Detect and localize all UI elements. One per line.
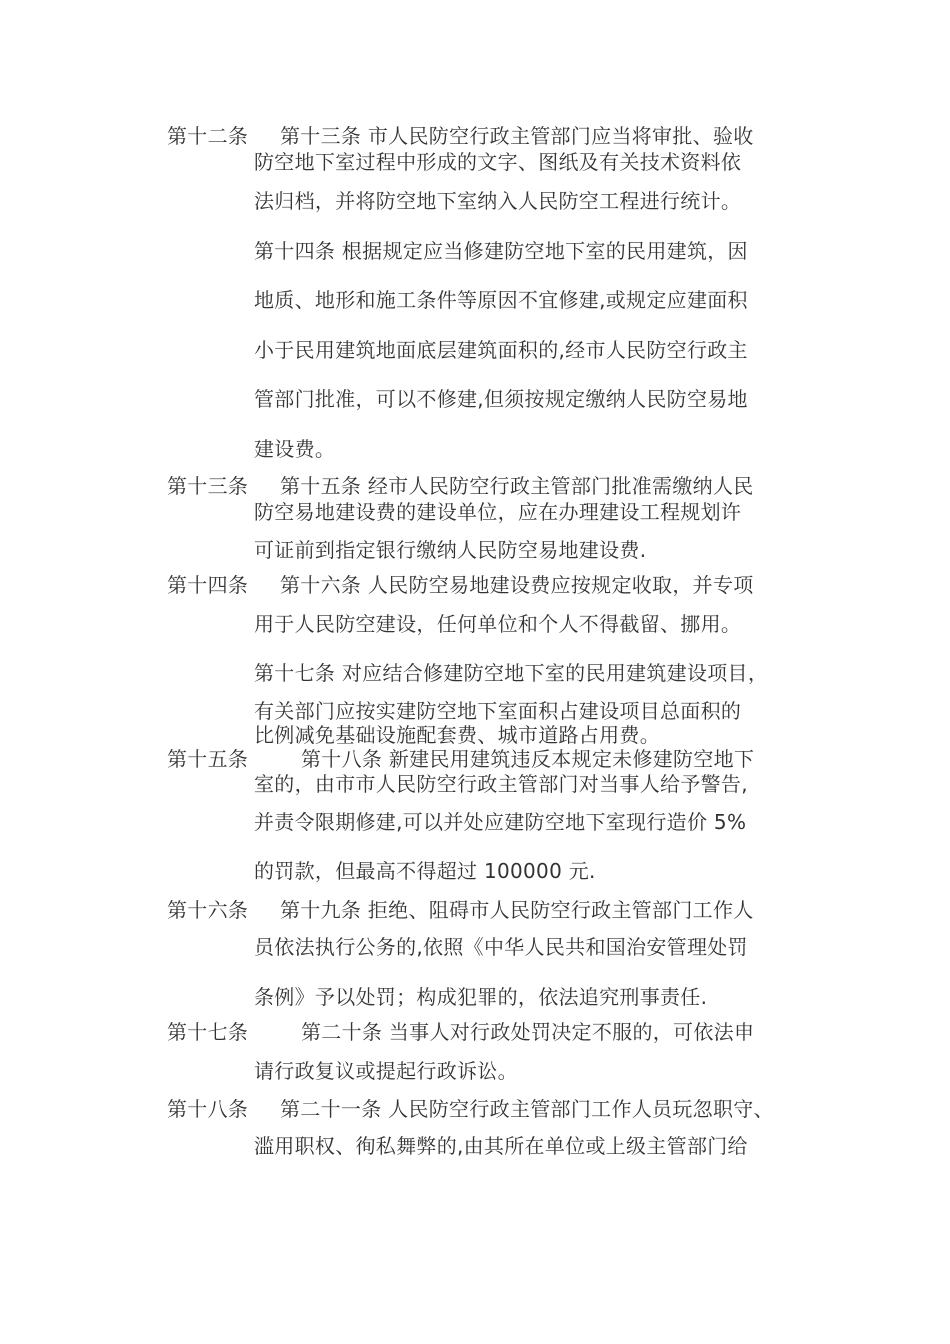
article-label: 第十八条: [167, 1097, 249, 1121]
article-text-line: 法归档，并将防空地下室纳入人民防空工程进行统计。: [254, 189, 742, 213]
article-label: 第十二条: [167, 124, 249, 148]
article-text-line: 小于民用建筑地面底层建筑面积的,经市人民防空行政主: [254, 338, 748, 362]
article-text-line: 第十七条 对应结合修建防空地下室的民用建筑建设项目，: [254, 661, 769, 685]
article-text-line: 地质、地形和施工条件等原因不宜修建,或规定应建面积: [254, 288, 748, 312]
article-label: 第十四条: [167, 573, 249, 597]
article-text-line: 可证前到指定银行缴纳人民防空易地建设费.: [254, 538, 647, 562]
article-text-line: 第二十一条 人民防空行政主管部门工作人员玩忽职守、: [280, 1097, 774, 1121]
article-text-line: 请行政复议或提起行政诉讼。: [254, 1059, 518, 1083]
article-text-line: 第十五条 经市人民防空行政主管部门批准需缴纳人民: [280, 474, 754, 498]
article-text-line: 条例》予以处罚；构成犯罪的，依法追究刑事责任.: [254, 985, 708, 1009]
article-text-line: 管部门批准，可以不修建,但须按规定缴纳人民防空易地: [254, 387, 748, 411]
article-text-line: 比例减免基础设施配套费、城市道路占用费。: [254, 723, 660, 747]
article-label: 第十三条: [167, 474, 249, 498]
article-label: 第十七条: [167, 1020, 249, 1044]
article-label: 第十六条: [167, 898, 249, 922]
article-text-line: 第二十条 当事人对行政处罚决定不服的，可依法申: [301, 1020, 755, 1044]
article-text-line: 第十六条 人民防空易地建设费应按规定收取，并专项: [280, 573, 754, 597]
article-text-line: 第十三条 市人民防空行政主管部门应当将审批、验收: [280, 124, 754, 148]
article-text-line: 的罚款，但最高不得超过 100000 元.: [254, 859, 596, 883]
article-text-line: 建设费。: [254, 437, 336, 461]
article-text-line: 第十九条 拒绝、阻碍市人民防空行政主管部门工作人: [280, 898, 754, 922]
article-text-line: 防空地下室过程中形成的文字、图纸及有关技术资料依: [254, 150, 742, 174]
article-text-line: 有关部门应按实建防空地下室面积占建设项目总面积的: [254, 699, 742, 723]
article-text-line: 室的，由市市人民防空行政主管部门对当事人给予警告,: [254, 772, 748, 796]
article-text-line: 防空易地建设费的建设单位，应在办理建设工程规划许: [254, 500, 742, 524]
article-text-line: 滥用职权、徇私舞弊的,由其所在单位或上级主管部门给: [254, 1134, 748, 1158]
article-label: 第十五条: [167, 747, 249, 771]
article-text-line: 第十八条 新建民用建筑违反本规定未修建防空地下: [301, 747, 755, 771]
article-text-line: 第十四条 根据规定应当修建防空地下室的民用建筑，因: [254, 239, 748, 263]
article-text-line: 用于人民防空建设，任何单位和个人不得截留、挪用。: [254, 612, 742, 636]
article-text-line: 员依法执行公务的,依照《中华人民共和国治安管理处罚: [254, 935, 748, 959]
article-text-line: 并责令限期修建,可以并处应建防空地下室现行造价 5%: [254, 810, 747, 834]
